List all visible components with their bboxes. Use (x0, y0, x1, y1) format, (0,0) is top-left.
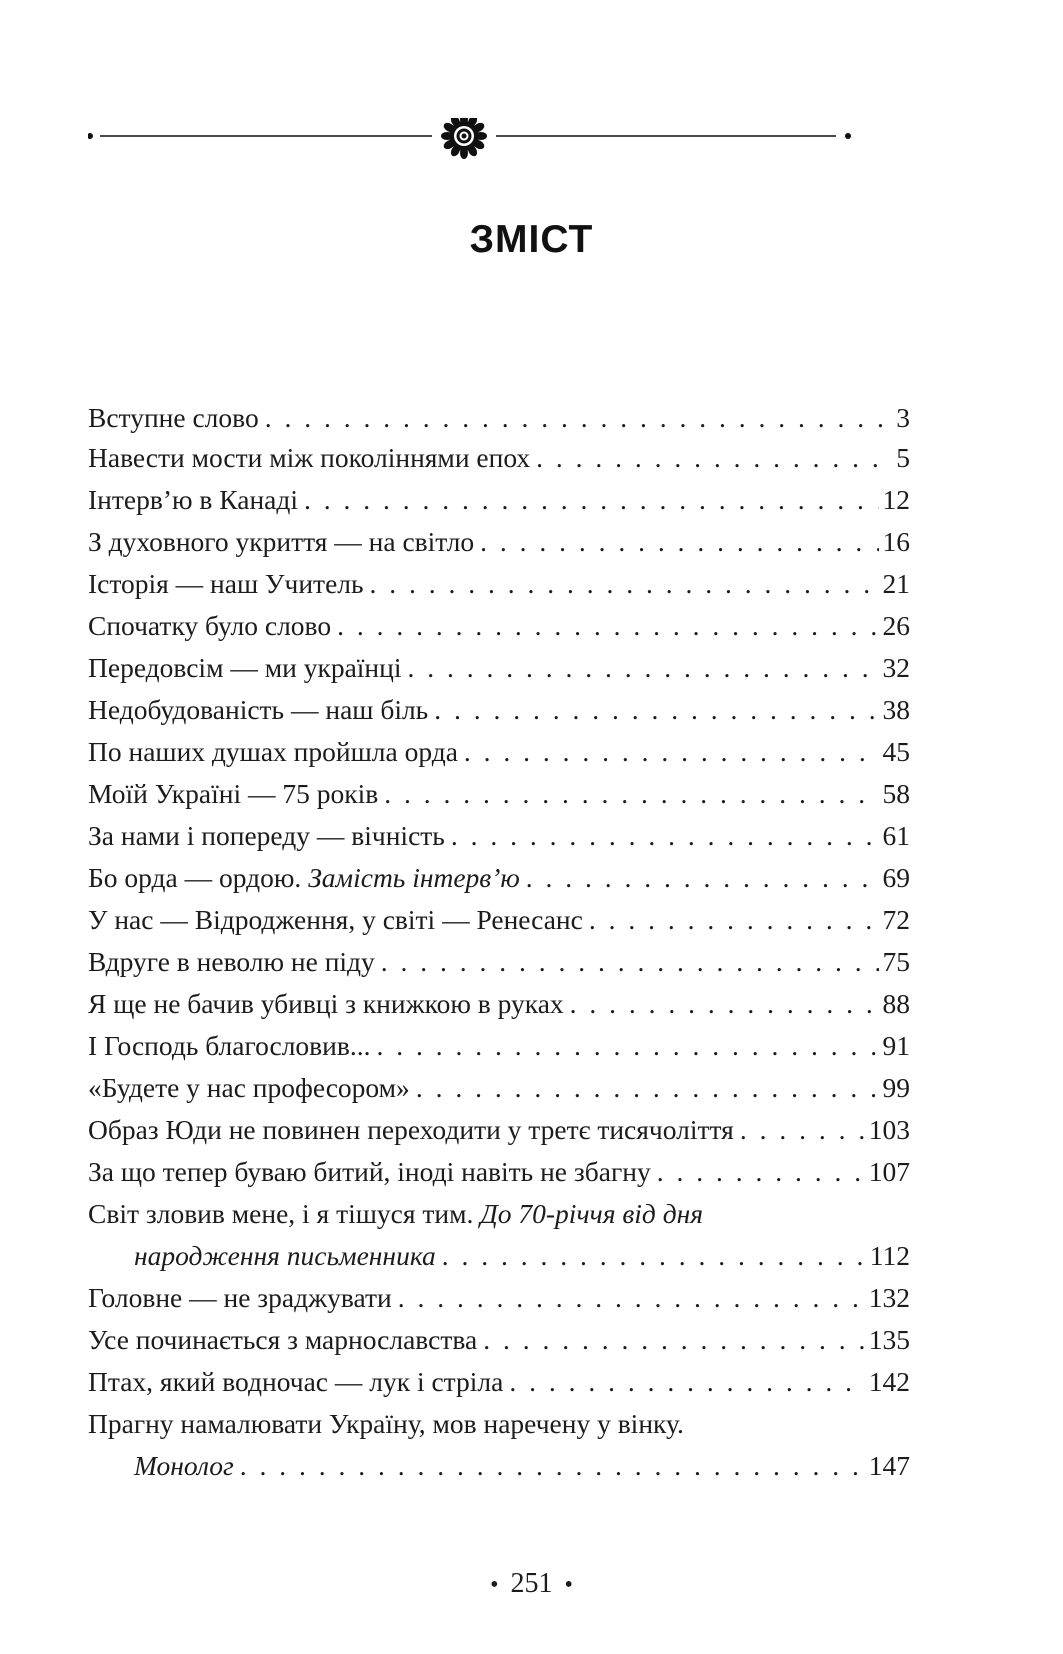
toc-leader (240, 1445, 865, 1487)
toc-entry (88, 941, 910, 983)
toc-page: 3 (896, 402, 910, 433)
toc-continuation: народження письменника (134, 1240, 436, 1271)
ornament-right-dot (845, 133, 851, 139)
toc-title: Передовсім — ми українці (88, 652, 402, 683)
toc-title: Інтерв’ю в Канаді (88, 484, 299, 515)
toc-entry (88, 899, 910, 941)
toc-entry (88, 605, 910, 647)
toc-title: Образ Юди не повинен переходити у третє тисячоліття (88, 1114, 734, 1145)
toc-subtitle: Замість інтерв’ю (308, 862, 520, 893)
table-of-contents (88, 397, 910, 1487)
toc-entry (88, 689, 910, 731)
toc-entry (88, 1361, 910, 1403)
toc-title: За що тепер буваю битий, іноді навіть не збагну (88, 1156, 651, 1187)
toc-entry-continuation (88, 1235, 910, 1277)
toc-page: 69 (882, 862, 910, 893)
toc-page: 132 (868, 1282, 910, 1313)
toc-title: Усе починається з марнославства (88, 1324, 478, 1355)
toc-title: І Господь благословив... (88, 1030, 371, 1061)
page-number (0, 1568, 1063, 1600)
toc-page: 21 (882, 568, 910, 599)
toc-title (88, 1193, 703, 1235)
ornament-left-dot (88, 133, 93, 139)
toc-page: 107 (868, 1156, 910, 1187)
toc-leader (416, 1067, 879, 1109)
toc-title (88, 857, 520, 899)
toc-page: 103 (868, 1114, 910, 1145)
toc-title: По наших душах пройшла орда (88, 736, 458, 767)
toc-page: 5 (896, 442, 910, 473)
toc-page: 38 (882, 694, 910, 725)
toc-page: 45 (882, 736, 910, 767)
toc-leader (381, 941, 879, 983)
toc-page: 91 (882, 1030, 910, 1061)
toc-title: Я ще не бачив убивці з книжкою в руках (88, 988, 564, 1019)
toc-entry (88, 1151, 910, 1193)
toc-page: 88 (882, 988, 910, 1019)
toc-leader (483, 1319, 865, 1361)
toc-leader (589, 899, 879, 941)
toc-page: 12 (882, 484, 910, 515)
toc-continuation: Монолог (134, 1450, 234, 1481)
toc-title: У нас — Відродження, у світі — Ренесанс (88, 904, 583, 935)
sunflower-icon (441, 118, 487, 159)
header-ornament (88, 118, 910, 166)
toc-page: 72 (882, 904, 910, 935)
toc-page: 26 (882, 610, 910, 641)
page-title: ЗМІСТ (469, 218, 594, 261)
toc-entry (88, 1319, 910, 1361)
toc-leader (657, 1151, 865, 1193)
toc-title: За нами і попереду — вічність (88, 820, 445, 851)
toc-title: Вступне слово (88, 402, 259, 433)
toc-leader (570, 983, 879, 1025)
toc-entry (88, 437, 910, 479)
bullet-icon: • (490, 1572, 499, 1598)
toc-entry (88, 857, 910, 899)
toc-leader (304, 479, 878, 521)
toc-leader (526, 857, 879, 899)
toc-title: Історія — наш Учитель (88, 568, 364, 599)
toc-title: «Будете у нас професором» (88, 1072, 410, 1103)
toc-leader (377, 1025, 879, 1067)
toc-page: 61 (882, 820, 910, 851)
toc-page: 75 (882, 946, 910, 977)
toc-title: Вдруге в неволю не піду (88, 946, 375, 977)
toc-entry (88, 563, 910, 605)
toc-leader (740, 1109, 865, 1151)
toc-leader (509, 1361, 864, 1403)
toc-leader (408, 647, 879, 689)
toc-title: Птах, який водночас — лук і стріла (88, 1366, 504, 1397)
toc-title: Навести мости між поколіннями епох (88, 442, 531, 473)
toc-entry (88, 731, 910, 773)
toc-entry (88, 647, 910, 689)
toc-leader (442, 1235, 866, 1277)
toc-title: З духовного укриття — на світло (88, 526, 475, 557)
bullet-icon: • (564, 1572, 573, 1598)
toc-title: Прагну намалювати Україну, мов наречену у вінку. (88, 1408, 684, 1439)
toc-leader (337, 605, 878, 647)
toc-subtitle: До 70-річчя від дня (480, 1198, 704, 1229)
toc-title: Спочатку було слово (88, 610, 332, 641)
toc-entry (88, 1277, 910, 1319)
toc-entry-first-line (88, 1193, 910, 1235)
toc-title: Недобудованість — наш біль (88, 694, 429, 725)
toc-entry (88, 397, 910, 437)
toc-leader (384, 773, 878, 815)
toc-entry (88, 1025, 910, 1067)
toc-page: 16 (882, 526, 910, 557)
toc-leader (536, 437, 892, 479)
toc-entry (88, 1109, 910, 1151)
toc-title-text: Бо орда — ордою. (88, 862, 302, 893)
toc-leader (265, 397, 893, 439)
page-number-value: 251 (510, 1568, 553, 1599)
toc-leader (434, 689, 878, 731)
toc-entry (88, 521, 910, 563)
toc-entry (88, 983, 910, 1025)
toc-page: 112 (869, 1240, 910, 1271)
toc-entry (88, 479, 910, 521)
toc-page: 135 (868, 1324, 910, 1355)
toc-page: 142 (868, 1366, 910, 1397)
toc-entry-first-line (88, 1403, 910, 1445)
toc-page: 99 (882, 1072, 910, 1103)
toc-leader (451, 815, 879, 857)
toc-title-text: Світ зловив мене, і я тішуся тим. (88, 1198, 474, 1229)
toc-entry (88, 815, 910, 857)
toc-leader (480, 521, 878, 563)
toc-page: 58 (882, 778, 910, 809)
toc-entry (88, 1067, 910, 1109)
toc-title: Головне — не зраджувати (88, 1282, 392, 1313)
toc-leader (398, 1277, 865, 1319)
toc-page: 147 (868, 1450, 910, 1481)
toc-leader (370, 563, 879, 605)
toc-page: 32 (882, 652, 910, 683)
toc-entry-continuation (88, 1445, 910, 1487)
toc-leader (464, 731, 879, 773)
toc-entry (88, 773, 910, 815)
toc-title: Моїй Україні — 75 років (88, 778, 379, 809)
